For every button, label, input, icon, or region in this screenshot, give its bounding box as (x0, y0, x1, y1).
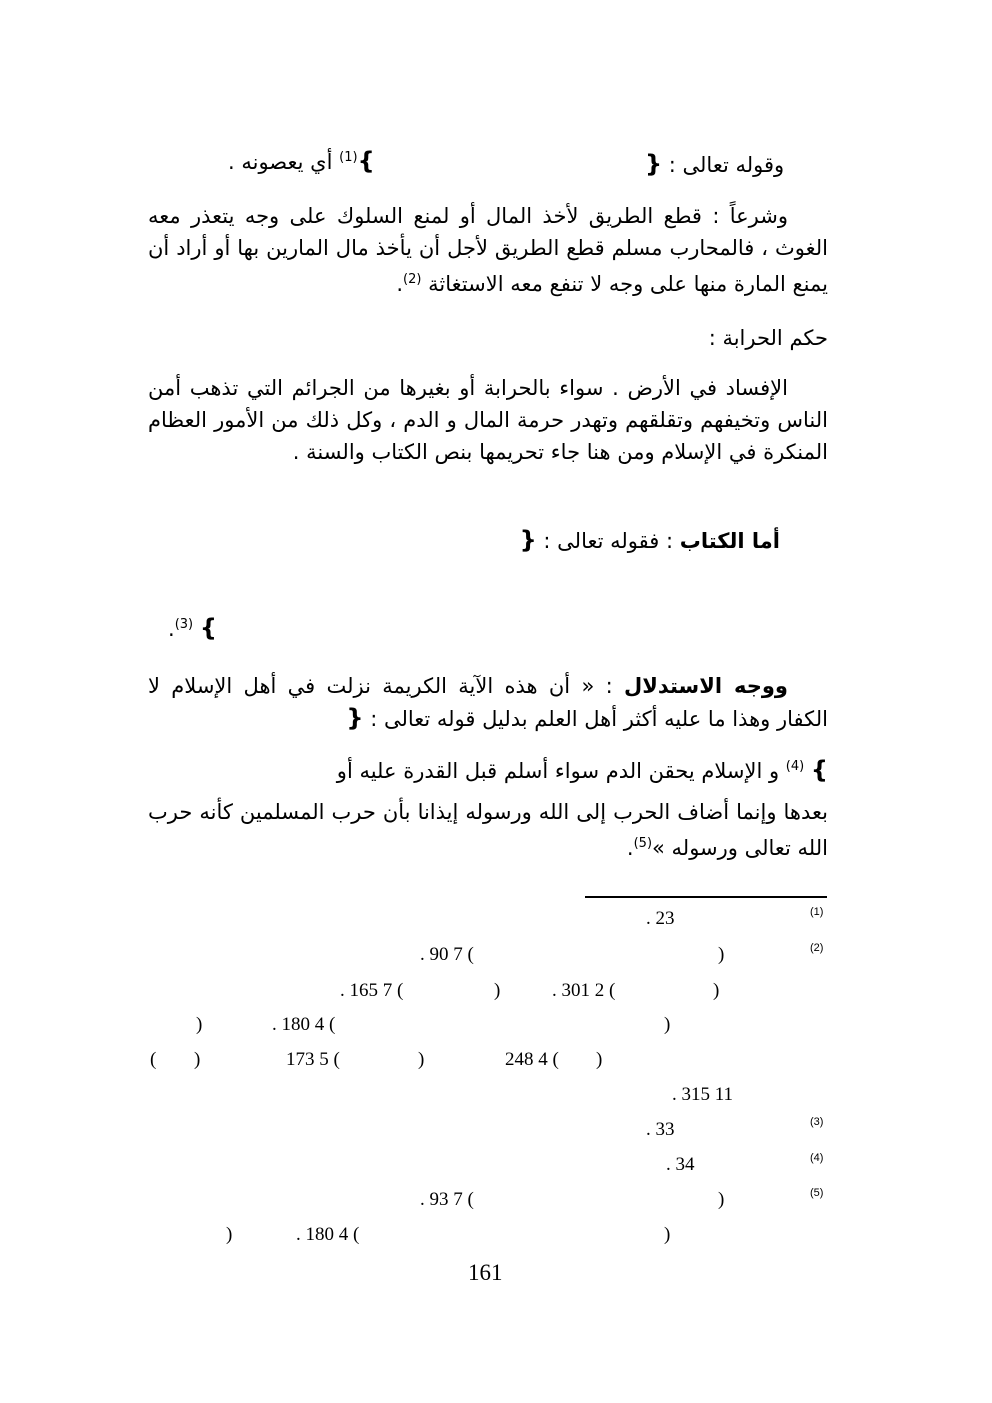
footnote-2-part: ) (713, 980, 720, 1001)
footnote-number-1: (1) (810, 906, 824, 918)
footnote-number-4: (4) (810, 1152, 824, 1164)
verse-close: }$^{(1)}$ أي يعصونه . (228, 147, 375, 175)
footnote-3-text: . 33 (646, 1119, 675, 1140)
footnote-2-part: ) (596, 1049, 603, 1070)
footnote-2-part: ( (150, 1049, 157, 1070)
footnote-2-part: 173 5 ( (286, 1049, 340, 1070)
footnote-2-part: ) (194, 1049, 201, 1070)
verse-end-3: } $^{(3)}$. (168, 614, 217, 642)
footnote-2-part: ) (418, 1049, 425, 1070)
footnote-ref-3: (3) (174, 617, 194, 632)
footnote-number-2: (2) (810, 942, 824, 954)
kitab-label: أما الكتاب (679, 529, 780, 553)
footnote-2-part: ) (494, 980, 501, 1001)
footnote-2-part: 248 4 ( (505, 1049, 559, 1070)
footnote-2-part: . 301 2 ( (552, 980, 616, 1001)
open-brace: { (645, 150, 663, 178)
footnote-number-3: (3) (810, 1116, 824, 1128)
footnote-separator (585, 896, 827, 898)
verse-intro: وقوله تعالى : { (645, 150, 785, 178)
istidlal-paragraph: ووجه الاستدلال : « أن هذه الآية الكريمة نزلت في أهل الإسلام لا الكفار وهذا ما عليه أكثر أهل العلم بدليل قوله تعالى : { (148, 674, 828, 732)
footnote-5-part: ) (718, 1189, 725, 1210)
footnote-1-text: . 23 (646, 908, 675, 929)
footnote-5-part: ) (664, 1224, 671, 1245)
istidlal-label: ووجه الاستدلال (624, 674, 788, 698)
final-paragraph: بعدها وإنما أضاف الحرب إلى الله ورسوله إيذانا بأن حرب المسلمين كأنه حرب الله تعالى ورسوله »$^{(5)}$. (148, 800, 828, 860)
footnote-4-text: . 34 (666, 1154, 695, 1175)
footnote-2-part: . 315 11 (672, 1084, 734, 1105)
footnote-2-part: ) (718, 944, 725, 965)
hukm-heading: حكم الحرابة : (708, 326, 828, 350)
footnote-2-part: ) (664, 1014, 671, 1035)
footnote-5-part: . 180 4 ( (296, 1224, 360, 1245)
footnote-2-part: ) (196, 1014, 203, 1035)
definition-paragraph: وشرعاً : قطع الطريق لأخذ المال أو لمنع السلوك على وجه يتعذر معه الغوث ، فالمحارب مسلم قطع الطريق لأجل أن يأخذ مال المارين بها أو أراد أن يمنع المارة منها على وجه لا تنفع معه الاستغاثة $^{(2)}$. (148, 204, 828, 296)
footnote-5-part: ) (226, 1224, 233, 1245)
footnote-ref-1: (1) (339, 150, 358, 165)
footnote-2-part: . 180 4 ( (272, 1014, 336, 1035)
page-number: 161 (468, 1260, 503, 1285)
hukm-paragraph: الإفساد في الأرض . سواء بالحرابة أو بغيرها من الجرائم التي تذهب أمن الناس وتخيفهم وتقلقهم وتهدر حرمة المال و الدم ، وكل ذلك من الأمور العظام المنكرة في الإسلام ومن هنا جاء تحريمها بنص الكتاب والسنة . (148, 376, 828, 464)
footnote-2-part: . 165 7 ( (340, 980, 404, 1001)
ref4-line: } $^{(4)}$ و الإسلام يحقن الدم سواء أسلم قبل القدرة عليه أو (336, 756, 828, 784)
footnote-ref-5: (5) (633, 836, 653, 851)
footnote-ref-2: (2) (403, 272, 422, 287)
footnote-2-part: . 90 7 ( (420, 944, 474, 965)
footnote-ref-4: (4) (785, 759, 805, 774)
footnote-number-5: (5) (810, 1187, 824, 1199)
kitab-line: أما الكتاب : فقوله تعالى : { (519, 526, 780, 554)
close-brace: } (357, 147, 375, 175)
footnote-5-part: . 93 7 ( (420, 1189, 474, 1210)
